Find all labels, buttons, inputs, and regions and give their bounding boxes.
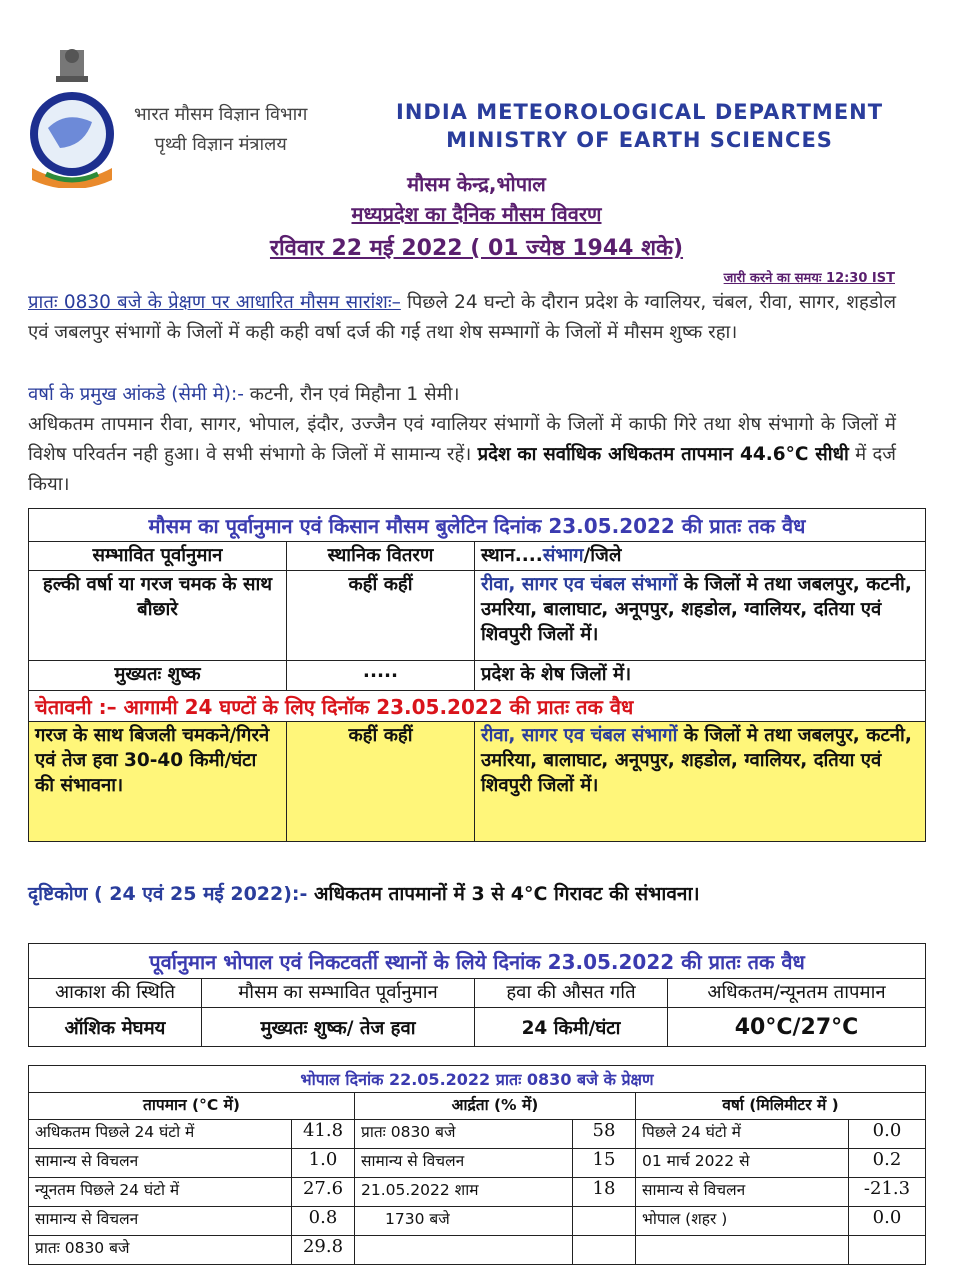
col-place-c: /जिले [583, 545, 622, 566]
org-hindi [134, 100, 307, 160]
col-distribution: स्थानिक वितरण [287, 542, 475, 571]
row2-dist: ..... [287, 661, 475, 691]
org-en-line1: INDIA METEOROLOGICAL DEPARTMENT [396, 100, 884, 124]
warning-title: चेतावनी :– आगामी 24 घण्टों के लिए दिनॉक 23.05.2022 की प्रातः तक वैध [29, 691, 926, 722]
bf-v-forecast: मुख्यतः शुष्क/ तेज हवा [202, 1008, 475, 1047]
row2-place: प्रदेश के शेष जिलों में। [475, 661, 926, 691]
obs-r-label: 01 मार्च 2022 से [636, 1149, 849, 1178]
obs-r-val: -21.3 [849, 1178, 926, 1207]
table-row [29, 1178, 926, 1207]
obs-t-label: सामान्य से विचलन [29, 1207, 292, 1236]
warn-place [475, 722, 926, 842]
center-name: मौसम केन्द्र,भोपाल [407, 172, 546, 196]
report-title: मध्यप्रदेश का दैनिक मौसम विवरण [351, 202, 602, 226]
obs-t-val: 29.8 [292, 1236, 355, 1265]
rain-text: कटनी, रौन एवं मिहौना 1 सेमी। [243, 384, 460, 405]
obs-h-label: 21.05.2022 शाम [355, 1178, 573, 1207]
row2-forecast: मुख्यतः शुष्क [29, 661, 287, 691]
observations-table [28, 1065, 926, 1265]
obs-h-val: 18 [573, 1178, 636, 1207]
org-hindi-line1: भारत मौसम विज्ञान विभाग [134, 104, 308, 125]
rain-label: वर्षा के प्रमुख आंकडे (सेमी मे):- [28, 384, 244, 405]
obs-title: भोपाल दिनांक 22.05.2022 प्रातः 0830 बजे के प्रेक्षण [29, 1066, 926, 1093]
obs-h-hum: आर्द्रता (% में) [355, 1093, 636, 1120]
outlook-text: अधिकतम तापमानों में 3 से 4°C गिरावट की संभावना। [307, 883, 700, 905]
bf-h-temp: अधिकतम/न्यूनतम तापमान [668, 979, 926, 1008]
org-en-line2: MINISTRY OF EARTH SCIENCES [446, 128, 833, 152]
obs-h-val: 58 [573, 1120, 636, 1149]
obs-h-val: 15 [573, 1149, 636, 1178]
obs-h-rain: वर्षा (मिलिमीटर में ) [636, 1093, 926, 1120]
warn-place-blue: रीवा, सागर एव चंबल संभागों [481, 725, 678, 746]
obs-r-val: 0.2 [849, 1149, 926, 1178]
obs-r-val: 0.0 [849, 1120, 926, 1149]
table-row [29, 1120, 926, 1149]
row1-place-blue: रीवा, सागर एव चंबल संभागों [481, 574, 678, 595]
table-row [29, 1149, 926, 1178]
bhopal-forecast-table [28, 943, 926, 1047]
temp-end: में दर्ज किया। [28, 444, 896, 495]
obs-r-label: सामान्य से विचलन [636, 1178, 849, 1207]
rain-paragraph [28, 380, 896, 410]
bf-v-temp: 40°C/27°C [668, 1008, 926, 1047]
obs-t-label: प्रातः 0830 बजे [29, 1236, 292, 1265]
outlook [28, 880, 700, 906]
warn-forecast: गरज के साथ बिजली चमकने/गिरने एवं तेज हवा 30-40 किमी/घंटा की संभावना। [29, 722, 287, 842]
temp-bold: प्रदेश का सर्वाधिक अधिकतम तापमान 44.6°C सीधी [477, 444, 849, 465]
table-row [29, 1207, 926, 1236]
bf-v-wind: 24 किमी/घंटा [475, 1008, 668, 1047]
obs-h-label: 1730 बजे [355, 1207, 573, 1236]
obs-t-val: 27.6 [292, 1178, 355, 1207]
row1-place [475, 571, 926, 661]
obs-t-val: 1.0 [292, 1149, 355, 1178]
issue-time: जारी करने का समयः 12:30 IST [723, 271, 895, 286]
obs-t-label: सामान्य से विचलन [29, 1149, 292, 1178]
col-forecast: सम्भावित पूर्वानुमान [29, 542, 287, 571]
obs-h-label: सामान्य से विचलन [355, 1149, 573, 1178]
report-date: रविवार 22 मई 2022 ( 01 ज्येष्ठ 1944 शके) [269, 236, 684, 261]
temp-paragraph [28, 410, 896, 500]
outlook-label: दृष्टिकोण ( 24 एवं 25 मई 2022):- [28, 883, 308, 905]
obs-t-label: न्यूनतम पिछले 24 घंटो में [29, 1178, 292, 1207]
table-row [29, 1236, 926, 1265]
summary-text: पिछले 24 घन्टो के दौरान प्रदेश के ग्वालियर, चंबल, रीवा, सागर, शहडोल एवं जबलपुर संभागों के जिलों में कही कही वर्षा दर्ज की गई तथा शेष सम्भागों के जिलों में मौसम शुष्क रहा। [28, 292, 897, 343]
bhopal-forecast-title: पूर्वानुमान भोपाल एवं निकटवर्ती स्थानों के लिये दिनांक 23.05.2022 की प्रातः तक वैध [29, 944, 926, 979]
obs-r-label [636, 1236, 849, 1265]
forecast-table-title: मौसम का पूर्वानुमान एवं किसान मौसम बुलेटिन दिनांक 23.05.2022 की प्रातः तक वैध [29, 509, 926, 542]
bf-h-sky: आकाश की स्थिति [29, 979, 202, 1008]
obs-h-label: प्रातः 0830 बजे [355, 1120, 573, 1149]
obs-h-label [355, 1236, 573, 1265]
org-hindi-line2: पृथ्वी विज्ञान मंत्रालय [154, 134, 287, 155]
bf-h-wind: हवा की औसत गति [475, 979, 668, 1008]
obs-r-label: पिछले 24 घंटो में [636, 1120, 849, 1149]
org-english [396, 98, 883, 154]
row1-dist: कहीं कहीं [287, 571, 475, 661]
forecast-table [28, 508, 926, 842]
bf-v-sky: ऑशिक मेघमय [29, 1008, 202, 1047]
row1-place-text: के जिलों मे तथा जबलपुर, कटनी, उमरिया, बालाघाट, अनूपपुर, शहडोल, ग्वालियर, दतिया एवं शिवपुरी जिलों में। [481, 574, 912, 645]
obs-h-val [573, 1236, 636, 1265]
col-place [475, 542, 926, 571]
imd-emblem-logo [26, 48, 118, 188]
temp-text: अधिकतम तापमान रीवा, सागर, भोपाल, इंदौर, उज्जैन एवं ग्वालियर संभागों के जिलों में काफी गिरे तथा शेष संभागो के जिलों में विशेष परिवर्तन नही हुआ। वे सभी संभागो के जिलों में सामान्य रहें। [28, 414, 896, 465]
warn-dist: कहीं कहीं [287, 722, 475, 842]
obs-r-label: भोपाल (शहर ) [636, 1207, 849, 1236]
obs-r-val [849, 1236, 926, 1265]
bf-h-forecast: मौसम का सम्भावित पूर्वानुमान [202, 979, 475, 1008]
warn-place-text: के जिलों मे तथा जबलपुर, कटनी, उमरिया, बालाघाट, अनूपपुर, शहडोल, ग्वालियर, दतिया एवं शिवपुरी जिलों में। [481, 725, 912, 796]
summary-label: प्रातः 0830 बजे के प्रेक्षण पर आधारित मौसम सारांशः– [28, 292, 401, 313]
obs-r-val: 0.0 [849, 1207, 926, 1236]
obs-h-temp: तापमान (°C में) [29, 1093, 355, 1120]
col-place-b: संभाग [542, 545, 584, 566]
obs-t-val: 0.8 [292, 1207, 355, 1236]
obs-h-val [573, 1207, 636, 1236]
obs-t-val: 41.8 [292, 1120, 355, 1149]
row1-forecast: हल्की वर्षा या गरज चमक के साथ बौछारे [29, 571, 287, 661]
summary-paragraph [28, 288, 896, 348]
obs-t-label: अधिकतम पिछले 24 घंटो में [29, 1120, 292, 1149]
col-place-a: स्थान.... [481, 545, 543, 566]
